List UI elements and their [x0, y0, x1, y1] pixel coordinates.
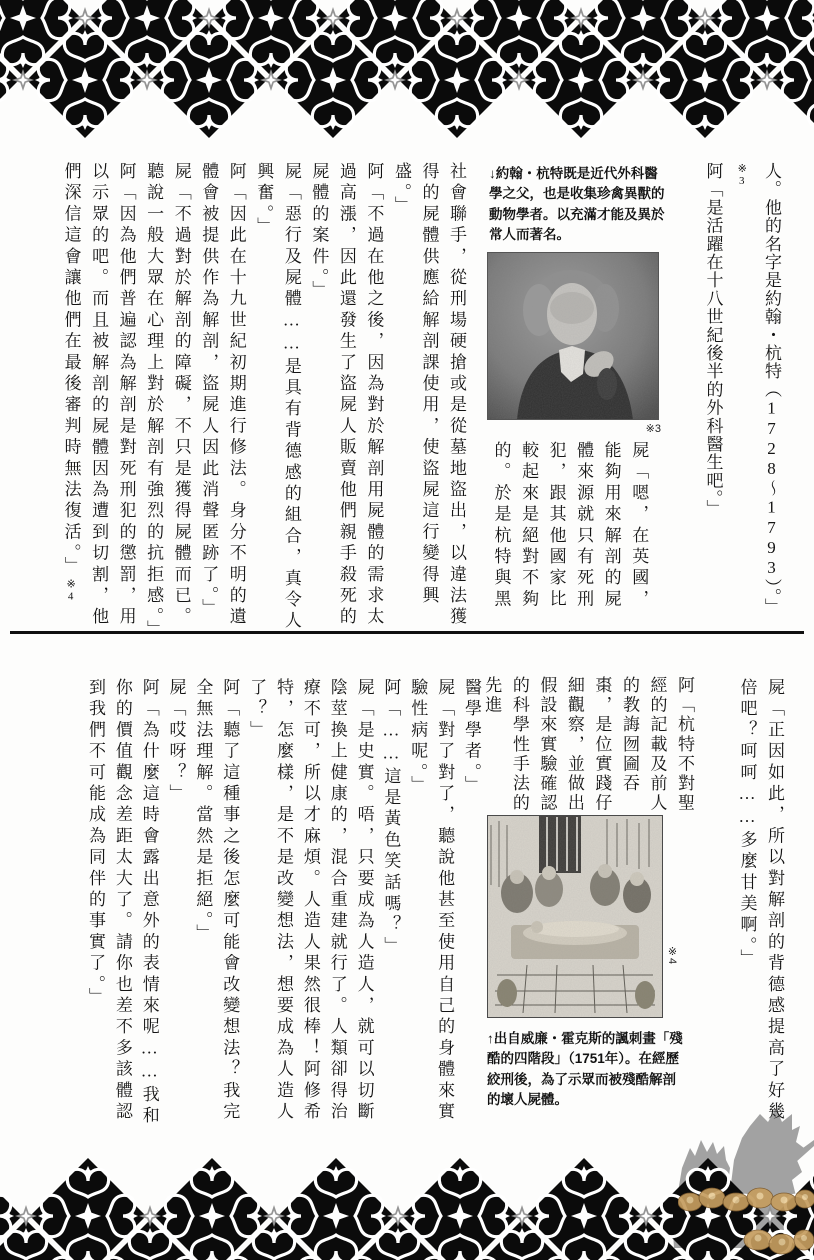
gold-watermark-ornament	[678, 1168, 814, 1260]
dialogue-line: 阿「為什麼這時會露出意外的表情來呢……我和你的價值觀念差距太大了。請你也差不多該體認到我們不可能成為同伴的事實了。」	[85, 678, 159, 1128]
dialogue-line: 阿「杭特不對聖經的記載及前人的教誨囫圇吞棗，是位實踐仔細觀察，並做出假設來實驗確認的科學性手法的先進	[482, 676, 694, 814]
dialogue-text: 人。他的名字是約翰・杭特（1728～1793）。」	[762, 162, 781, 616]
top-text-left	[44, 162, 470, 642]
dialogue-line: 阿「是活躍在十八世紀後半的外科醫生吧。」	[703, 162, 723, 518]
dialogue-line: 屍「是史實。唔，只要成為人造人，就可以切斷陰莖換上健康的，混合重建就行了。人類卻得治療不可，所以才麻煩。人造人果然很棒！阿修希特，怎麼樣，是不是改變想法，想要成為人造人了？」	[247, 678, 374, 1124]
bottom-text-left	[85, 678, 484, 1142]
dialogue-text: 阿「因為他們普遍認為解剖是對死刑犯的懲罰，用以示眾的吧。而且被解剖的屍體因為遭到切割，他們深信這會讓他們在最後審判時無法復活。」	[61, 162, 136, 629]
dialogue-line: 屍「正因如此，所以對解剖的背德感提高了好幾倍吧？呵呵……多麼甘美啊。」	[737, 678, 784, 1124]
dialogue-line: 阿「聽了這種事之後怎麼可能會改變想法？我完全無法理解。當然是拒絕。」	[193, 678, 240, 1124]
dialogue-line: 社會聯手，從刑場硬搶或是從墓地盜出，以違法獲得的屍體供應給解剖課使用，使盜屍這行變得興盛。」	[391, 162, 466, 629]
top-text-right	[690, 162, 786, 636]
engraving-block	[487, 815, 687, 1110]
engraving-caption: ↑出自威廉・霍克斯的諷刺畫「殘酷的四階段」（1751年）。在經歷絞刑後，為了示眾而被殘酷解剖的壞人屍體。	[487, 1031, 683, 1107]
ornamental-border-top	[0, 0, 814, 140]
dialogue-line: 阿「因此在十九世紀初期進行修法。身分不明的遺體會被提供作為解剖，盜屍人因此消聲匿跡了。」	[199, 162, 246, 629]
dialogue-line: 屍「對了對了，聽說他甚至使用自己的身體來實驗性病呢。」	[408, 678, 455, 1124]
bottom-text-right	[698, 678, 788, 1142]
dialogue-line: 阿「不過在他之後，因為對於解剖用屍體的需求太過高漲，因此還發生了盜屍人販賣他們親手殺死的屍體的案件。」	[309, 162, 384, 629]
bottom-text-above-engraving	[482, 676, 698, 828]
portrait-block	[487, 160, 665, 629]
dialogue-line	[57, 162, 140, 636]
top-text-under-portrait	[487, 441, 652, 629]
dialogue-line: 屍「哎呀？」	[166, 678, 186, 806]
portrait-caption: ↓約翰・杭特既是近代外科醫學之父，也是收集珍禽異獸的動物學者。以充滿才能及異於常人而著名。	[489, 166, 665, 242]
dialogue-line: 屍「嗯，在英國，能夠用來解剖的屍體來源就只有死刑犯，跟其他國家比較起來是絕對不夠的。於是杭特與黑	[491, 441, 649, 611]
dialogue-line: 阿「……這是黃色笑話嗎？」	[381, 678, 401, 958]
footnote-ref-4: ※4	[64, 577, 77, 603]
portrait-footnote-label: ※3	[645, 423, 661, 435]
john-hunter-portrait-image	[487, 252, 659, 420]
dialogue-line: 屍「不過對於解剖的障礙，不只是獲得屍體而已。聽說一般大眾在心理上對於解剖有強烈的抗拒感。」	[144, 162, 191, 642]
footnote-ref-3: ※3	[735, 162, 748, 187]
dialogue-line: 屍「惡行及屍體……是具有背德感的組合，真令人興奮。」	[254, 162, 301, 633]
engraving-footnote-label: ※4	[666, 945, 678, 965]
dialogue-line: 醫學學者。」	[462, 678, 481, 797]
dialogue-line	[728, 162, 786, 636]
hogarth-engraving-image	[487, 815, 663, 1018]
